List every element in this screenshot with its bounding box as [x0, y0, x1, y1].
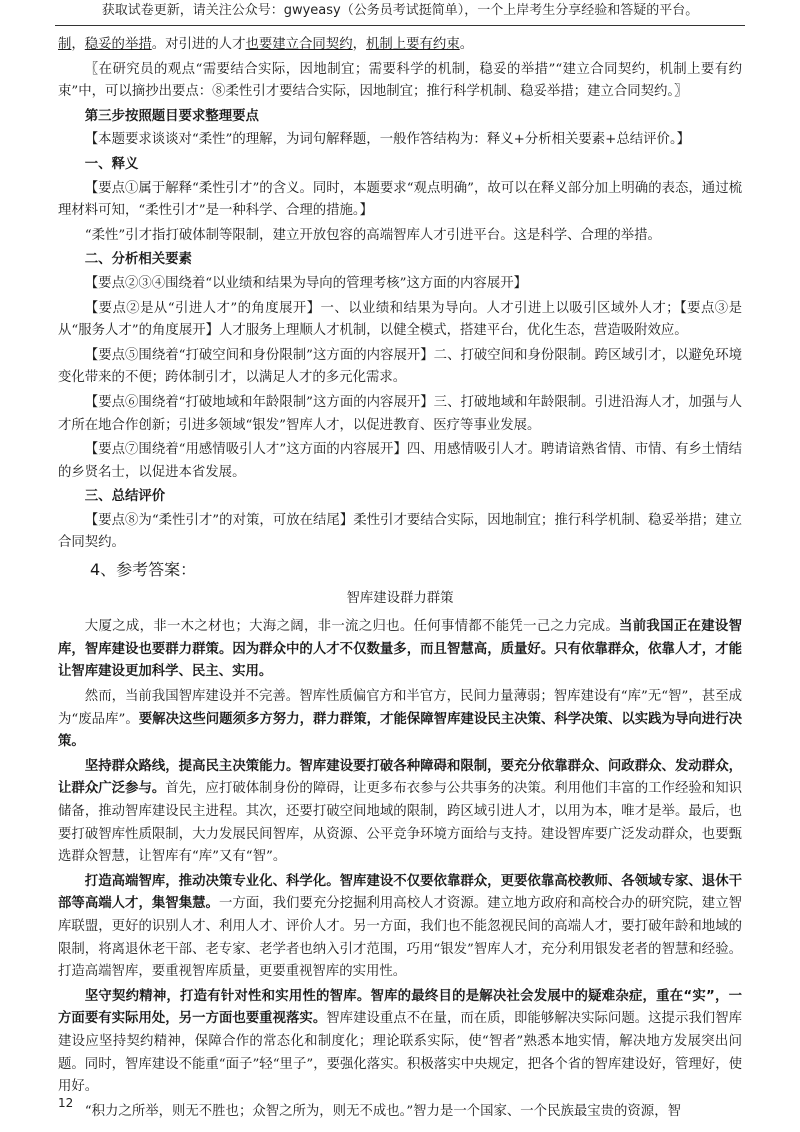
paragraph: [58, 298, 742, 343]
analysis-section: [58, 34, 742, 555]
essay-paragraph: [58, 1101, 742, 1124]
text-run: 然而，当前我国智库建设并不完善。智库性质偏官方和半官方，民间力量薄弱；智库建设有“库”无“智”，甚至成为“废品库”。: [58, 689, 742, 727]
paragraph: [58, 273, 742, 296]
text-run: 一方面，我们要充分挖掘利用高校人才资源。建立地方政府和高校合办的研究院，建立智库联盟，更好的识别人才、利用人才、评价人才。另一方面，我们也不能忽视民间的高端人才，要打破年龄和地域的限制，将离退休老干部、老专家、老学者也纳入引才范围，巧用“银发”智库人才，充分利用银发老者的智慧和经验。打造高端智库，要重视智库质量，更要重视智库的实用性。: [58, 896, 743, 980]
paragraph: [58, 178, 742, 223]
text-run: 【要点②是从“引进人才”的角度展开】一、以业绩和结果为导向。人才引进上以吸引区域外人才；【要点③是从“服务人才”的角度展开】人才服务上理顺人才机制，以健全模式，搭建平台，优化生态，营造吸附效应。: [58, 300, 742, 339]
essay-paragraph: [58, 871, 742, 984]
text-run: 三、总结评价: [84, 489, 166, 505]
text-run: 。: [459, 37, 474, 52]
text-run: 大厦之成，非一木之材也；大海之阔，非一流之归也。任何事情都不能凭一己之力完成。: [84, 619, 620, 635]
bold-text: 坚持群众路线，提高民主决策能力。智库建设要打破各种障碍和限制，要充分依靠群众、问政群众、发动群众，让群众广泛参与。: [58, 758, 742, 797]
text-run: 【要点⑦围绕着“用感情吸引人才”这方面的内容展开】四、用感情吸引人才。聘请谙熟省情、市情、有乡土情结的乡贤名士，以促进本省发展。: [58, 442, 742, 480]
paragraph: [58, 34, 742, 57]
bold-text: 打造高端智库，推动决策专业化、科学化。智库建设不仅要依靠群众，更要依靠高校教师、各领域专家、退休干部等高端人才，集智集慧。: [58, 873, 742, 912]
paragraph: [58, 392, 742, 437]
text-run: ，: [71, 37, 85, 52]
answer-section-title: 4、参考答案：: [90, 560, 197, 580]
essay-paragraph: [58, 986, 742, 1099]
paragraph: [58, 345, 742, 390]
section-heading: [58, 106, 742, 129]
text-run: 一、释义: [84, 156, 139, 172]
essay-paragraph: [58, 756, 742, 869]
underlined-text: 也要建立合同契约: [245, 37, 353, 52]
section-heading: [58, 249, 742, 272]
essay-paragraph: [58, 616, 742, 684]
paragraph: [58, 59, 742, 104]
essay-paragraph: [58, 686, 742, 754]
section-heading: [58, 154, 742, 177]
paragraph: [58, 225, 742, 248]
text-run: 【要点①属于解释“柔性引才”的含义。同时，本题要求“观点明确”，故可以在释义部分加上明确的表态，通过梳理材料可知，“柔性引才”是一种科学、合理的措施。】: [58, 180, 742, 219]
underlined-text: 稳妥的举措: [84, 37, 152, 52]
bold-text: 当前我国正在建设智库，智库建设也要群力群策。因为群众中的人才不仅数量多，而且智慧高，质量好。只有依靠群众，依靠人才，才能让智库建设更加科学、民主、实用。: [58, 619, 743, 680]
bold-text: 要解决这些问题须多方努力，群力群策，才能保障智库建设民主决策、科学决策、以实践为导向进行决策。: [58, 711, 742, 750]
text-run: ，: [352, 37, 366, 52]
text-run: 智库建设重点不在量，而在质，即能够解决实际问题。这提示我们智库建设应坚持契约精神，保障合作的常态化和制度化；理论联系实际，使“智者”熟悉本地实情，解决地方发展突出问题。同时，智库建设不能重“面子”轻“里子”，要强化落实。积极落实中央规定，把各个省的智库建设好，管理好，使用好。: [58, 1011, 743, 1095]
bold-text: 坚守契约精神，打造有针对性和实用性的智库。智库的最终目的是解决社会发展中的疑难杂症，重在“实”，一方面要有实际用处，另一方面也要重视落实。: [58, 988, 742, 1027]
paragraph: [58, 510, 742, 555]
paragraph: [58, 439, 742, 484]
text-run: 首先，应打破体制身份的障碍，让更多布衣参与公共事务的决策。利用他们丰富的工作经验和知识储备，推动智库建设民主进程。其次，还要打破空间地域的限制，跨区域引进人才，以用为本，唯才是举。最后，也要打破智库性质限制，大力发展民间智库，从资源、公平竞争环境方面给与支持。建设智库要广泛发动群众，也要甄选群众智慧，让智库有“库”又有“智”。: [58, 781, 742, 865]
underlined-text: 制: [58, 37, 72, 52]
text-run: 【要点②③④围绕着“以业绩和结果为导向的管理考核”这方面的内容展开】: [84, 275, 527, 291]
text-run: “积力之所举，则无不胜也；众智之所为，则无不成也。”智力是一个国家、一个民族最宝贵的资源，智: [84, 1103, 681, 1119]
page-number: 12: [58, 1096, 74, 1110]
text-run: 。对引进的人才: [151, 37, 246, 52]
text-run: 【要点⑤围绕着“打破空间和身份限制”这方面的内容展开】二、打破空间和身份限制。跨区域引才，以避免环境变化带来的不便；跨体制引才，以满足人才的多元化需求。: [58, 347, 742, 386]
text-run: 〖在研究员的观点“需要结合实际，因地制宜；需要科学的机制，稳妥的举措”“建立合同契约，机制上要有约束”中，可以摘抄出要点：⑧柔性引才要结合实际，因地制宜；推行科学机制、稳妥举措；建立合同契约。〗: [58, 61, 742, 100]
text-run: 【要点⑥围绕着“打破地域和年龄限制”这方面的内容展开】三、打破地域和年龄限制。引进沿海人才，加强与人才所在地合作创新；引进多领域“银发”智库人才，以促进教育、医疗等事业发展。: [58, 394, 742, 433]
text-run: “柔性”引才指打破体制等限制，建立开放包容的高端智库人才引进平台。这是科学、合理的举措。: [84, 227, 661, 243]
section-heading: [58, 486, 742, 509]
text-run: 第三步按照题目要求整理要点: [84, 108, 259, 124]
underlined-text: 机制上要有约束: [365, 37, 460, 52]
text-run: 二、分析相关要素: [84, 252, 192, 268]
document-body: [58, 34, 742, 1125]
essay-body: [58, 616, 742, 1123]
header-divider: [55, 25, 745, 26]
header-notice: 获取试卷更新，请关注公众号：gwyeasy（公务员考试挺简单），一个上岸考生分享经验和答疑的平台。: [101, 3, 699, 18]
text-run: 【本题要求谈谈对“柔性”的理解，为词句解释题，一般作答结构为：释义+分析相关要素+总结评价。】: [84, 132, 691, 148]
essay-title: 智库建设群力群策: [346, 590, 454, 606]
paragraph: [58, 129, 742, 152]
text-run: 【要点⑧为“柔性引才”的对策，可放在结尾】柔性引才要结合实际，因地制宜；推行科学机制、稳妥举措；建立合同契约。: [58, 512, 742, 551]
